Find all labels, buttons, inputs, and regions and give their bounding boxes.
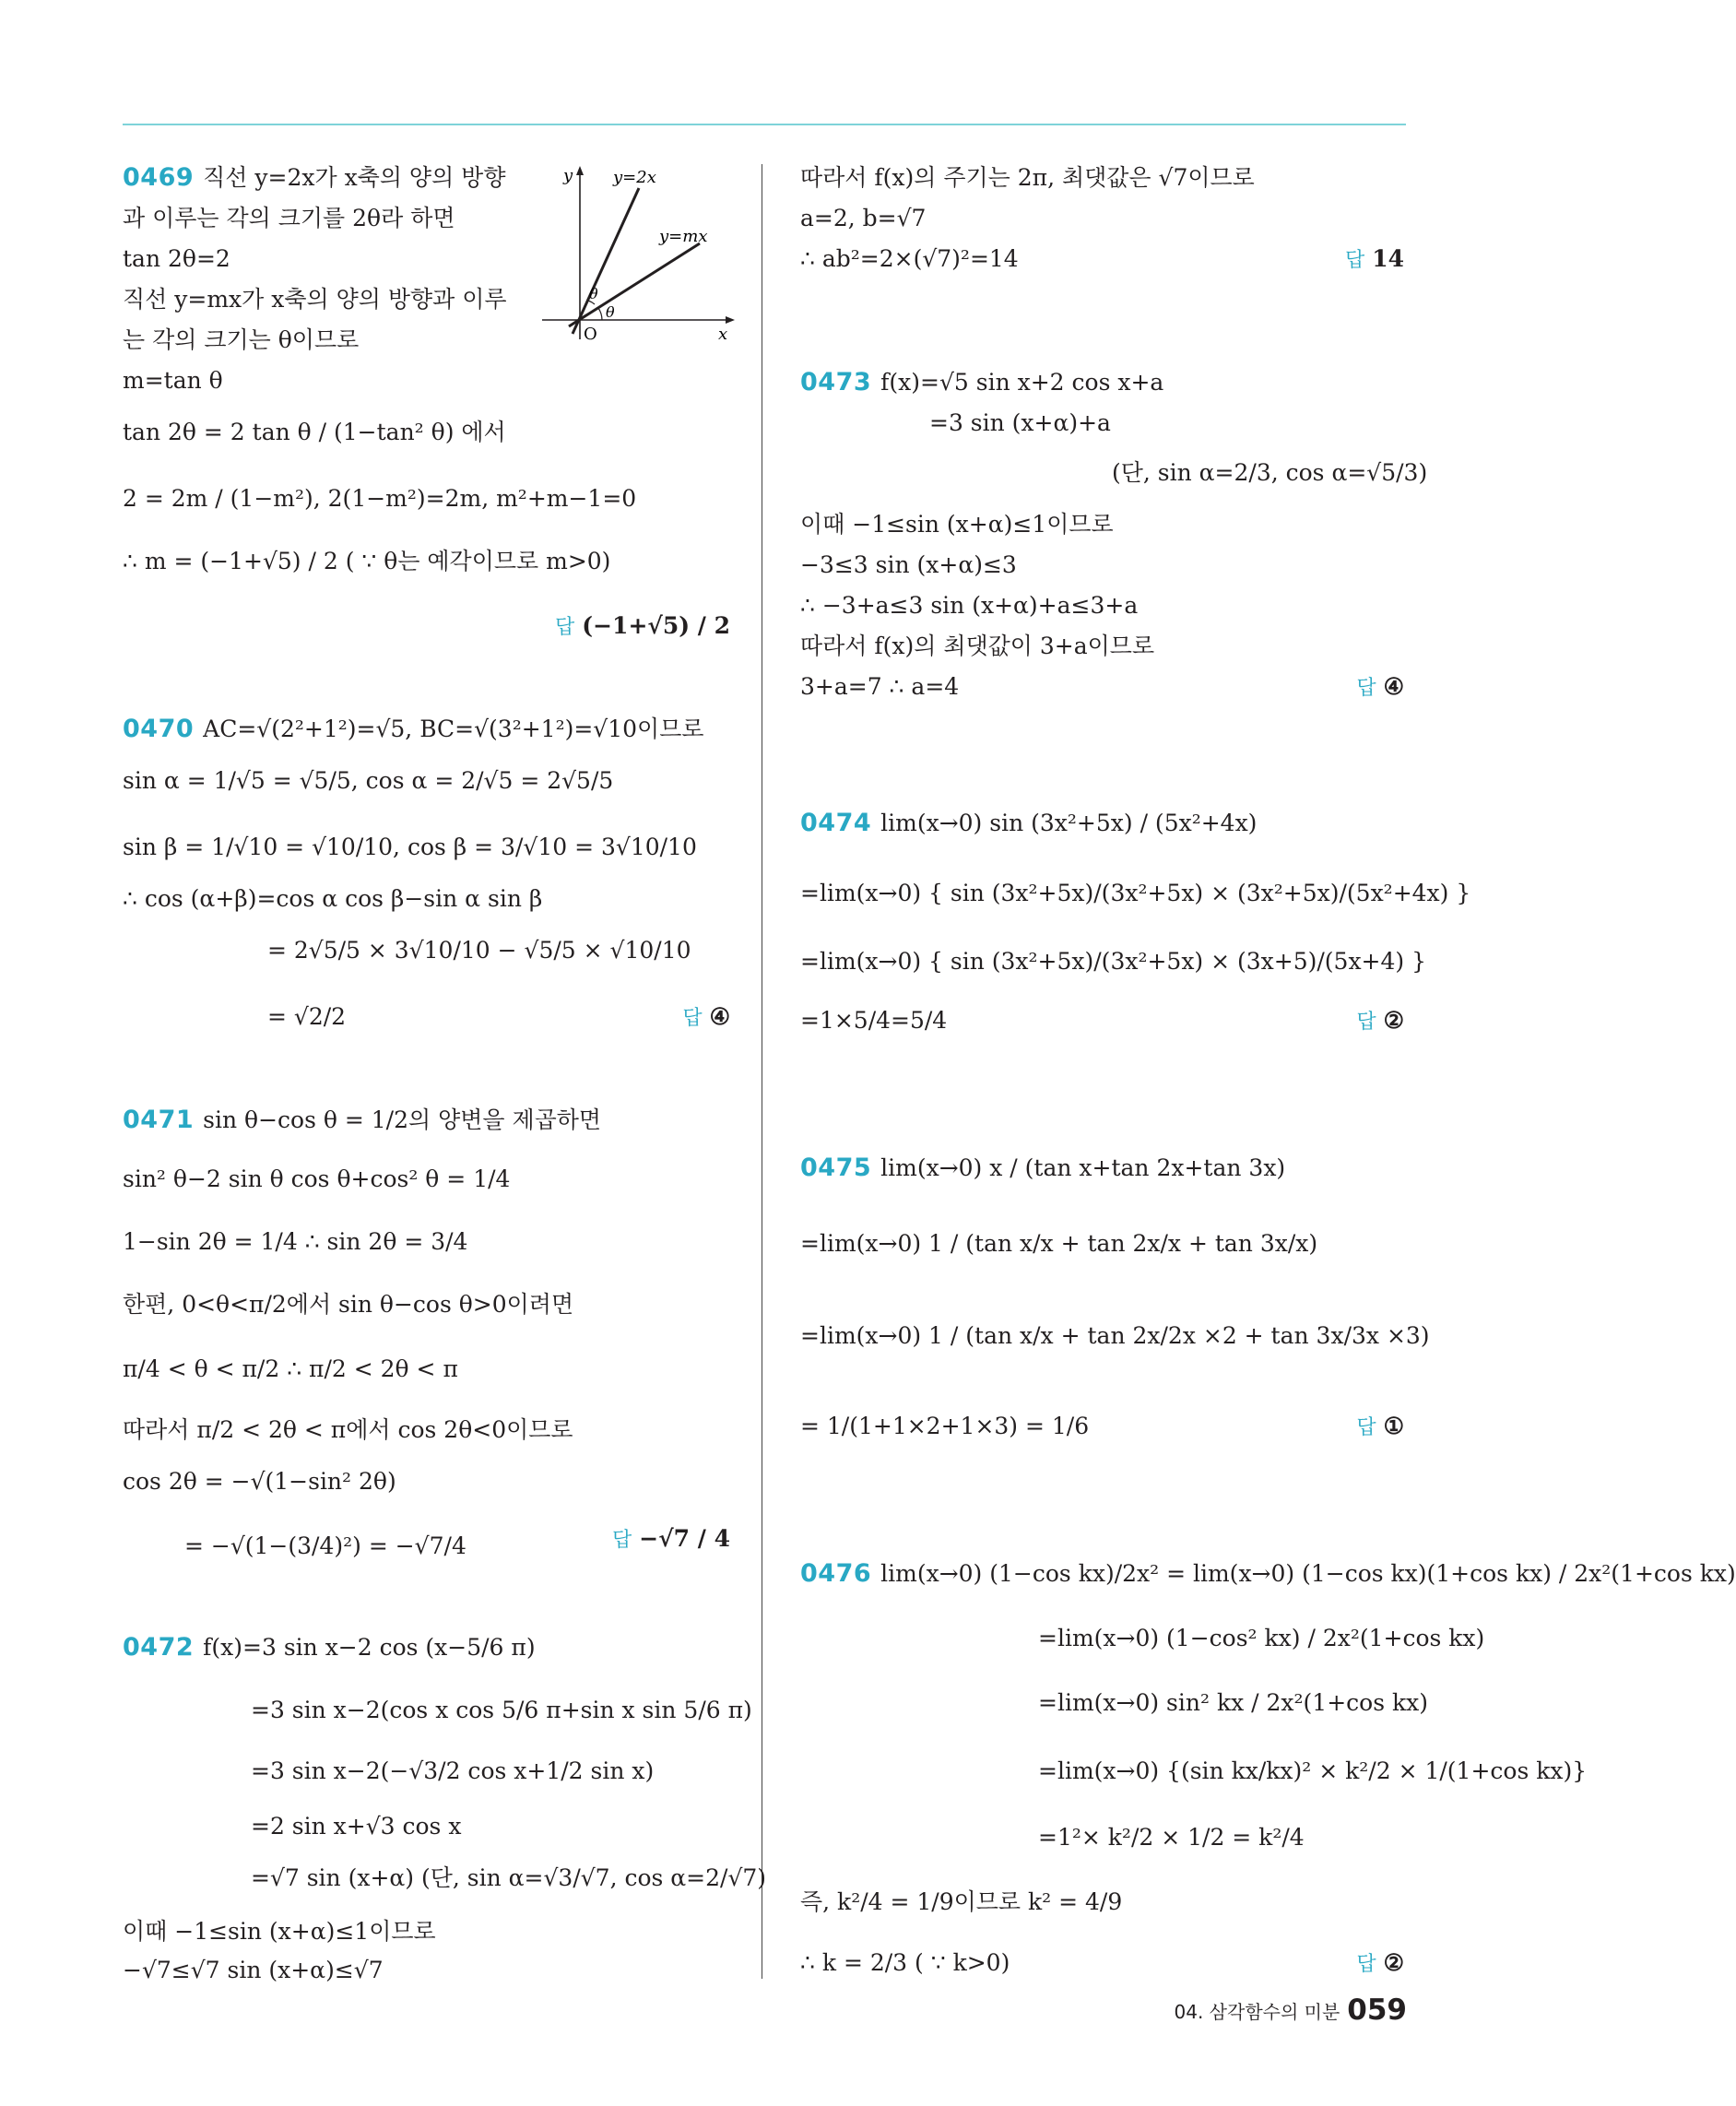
problem-0471-line-4: 한편, 0<θ<π/2에서 sin θ−cos θ>0이려면 [123, 1291, 574, 1318]
problem-0469-line-6: m=tan θ [123, 367, 223, 394]
problem-0472-line-4: =2 sin x+√3 cos x [251, 1813, 462, 1840]
answer-label: 답 [1356, 677, 1376, 700]
answer-0471 [612, 1523, 730, 1556]
problem-0471-line-3: 1−sin 2θ = 1/4 ∴ sin 2θ = 3/4 [123, 1228, 468, 1255]
line1-label: y=2x [613, 168, 656, 187]
problem-0476-line-2: =lim(x→0) (1−cos² kx) / 2x²(1+cos kx) [1038, 1625, 1485, 1651]
y-axis-label: y [563, 166, 573, 185]
problem-0471-line-5: π/4 < θ < π/2 ∴ π/2 < 2θ < π [123, 1355, 458, 1382]
problem-number: 0476 [800, 1559, 872, 1588]
problem-0470-line-3: sin β = 1/√10 = √10/10, cos β = 3/√10 = 3√10/10 [123, 834, 697, 860]
problem-0474-line-2: =lim(x→0) { sin (3x²+5x)/(3x²+5x) × (3x²+5x)/(5x²+4x) } [800, 880, 1471, 906]
problem-0469-line-5: 는 각의 크기는 θ이므로 [123, 326, 360, 353]
angle-arc-1 [598, 308, 602, 320]
angle-label-2: θ [589, 285, 598, 302]
x-axis-arrow [726, 316, 735, 324]
answer-label: 답 [1356, 1011, 1376, 1034]
problem-0469-line-3: tan 2θ=2 [123, 245, 230, 272]
problem-0469-line-4: 직선 y=mx가 x축의 양의 방향과 이루 [123, 286, 507, 313]
problem-0474-line-4: =1×5/4=5/4 [800, 1007, 948, 1034]
problem-0476-line-5: =1²× k²/2 × 1/2 = k²/4 [1038, 1824, 1305, 1851]
problem-0470-line-1: 0470 AC=√(2²+1²)=√5, BC=√(3²+1²)=√10이므로 [123, 715, 704, 743]
answer-0469 [555, 610, 730, 644]
problem-number: 0469 [123, 163, 195, 192]
problem-0469-line-8: 2 = 2m / (1−m²), 2(1−m²)=2m, m²+m−1=0 [123, 485, 637, 512]
problem-0473-line-7: 따라서 f(x)의 최댓값이 3+a이므로 [800, 633, 1155, 659]
answer-label: 답 [682, 1007, 703, 1030]
graph-0469 [537, 162, 740, 347]
problem-0469-line-1: 0469 직선 y=2x가 x축의 양의 방향 [123, 163, 506, 192]
answer-label: 답 [612, 1529, 632, 1552]
answer-value: ① [1383, 1413, 1404, 1439]
problem-0472-line-6: 이때 −1≤sin (x+α)≤1이므로 [123, 1918, 436, 1945]
problem-0472-cont-line-2: a=2, b=√7 [800, 205, 927, 231]
problem-0470-line-6: = √2/2 [267, 1003, 347, 1030]
answer-label: 답 [1344, 249, 1365, 272]
x-axis-label: x [718, 325, 728, 344]
problem-0471-line-7: cos 2θ = −√(1−sin² 2θ) [123, 1468, 396, 1495]
problem-0476-line-6: 즉, k²/4 = 1/9이므로 k² = 4/9 [800, 1888, 1123, 1915]
problem-0473-line-8: 3+a=7 ∴ a=4 [800, 673, 960, 700]
problem-0475-line-4: = 1/(1+1×2+1×3) = 1/6 [800, 1413, 1090, 1439]
problem-0472-line-5: =√7 sin (x+α) (단, sin α=√3/√7, cos α=2/√7) [251, 1864, 767, 1891]
problem-number: 0473 [800, 368, 872, 396]
problem-0471-line-2: sin² θ−2 sin θ cos θ+cos² θ = 1/4 [123, 1165, 511, 1192]
problem-0471-line-8: = −√(1−(3/4)²) = −√7/4 [184, 1532, 466, 1559]
problem-0473-line-1: 0473 f(x)=√5 sin x+2 cos x+a [800, 368, 1164, 396]
origin-label: O [584, 325, 597, 344]
problem-number: 0474 [800, 809, 872, 837]
problem-number: 0472 [123, 1633, 195, 1662]
problem-0473-line-3: (단, sin α=2/3, cos α=√5/3) [1112, 459, 1428, 486]
problem-0476-line-4: =lim(x→0) {(sin kx/kx)² × k²/2 × 1/(1+cos kx)} [1038, 1757, 1588, 1784]
problem-0472-line-2: =3 sin x−2(cos x cos 5/6 π+sin x sin 5/6 π) [251, 1697, 752, 1723]
problem-0472-cont-line-3: ∴ ab²=2×(√7)²=14 [800, 245, 1019, 272]
answer-value: ② [1383, 1949, 1404, 1976]
header-rule [123, 124, 1406, 125]
problem-0476-line-1: 0476 lim(x→0) (1−cos kx)/2x² = lim(x→0) (1−cos kx)(1+cos kx) / 2x²(1+cos kx) [800, 1559, 1736, 1588]
problem-0470-line-2: sin α = 1/√5 = √5/5, cos α = 2/√5 = 2√5/5 [123, 767, 614, 794]
answer-value: ② [1383, 1007, 1404, 1034]
problem-0470-line-5: = 2√5/5 × 3√10/10 − √5/5 × √10/10 [267, 937, 691, 964]
problem-number: 0470 [123, 715, 195, 743]
angle-label-1: θ [606, 303, 615, 321]
answer-value: (−1+√5) / 2 [582, 612, 730, 639]
answer-value: ④ [1383, 673, 1404, 700]
problem-0474-line-3: =lim(x→0) { sin (3x²+5x)/(3x²+5x) × (3x+5)/(5x+4) } [800, 948, 1427, 975]
problem-0476-line-3: =lim(x→0) sin² kx / 2x²(1+cos kx) [1038, 1689, 1428, 1716]
problem-0469-line-2: 과 이루는 각의 크기를 2θ라 하면 [123, 205, 455, 231]
problem-0475-line-3: =lim(x→0) 1 / (tan x/x + tan 2x/2x ×2 + tan 3x/3x ×3) [800, 1322, 1430, 1349]
answer-label: 답 [555, 616, 575, 639]
answer-value: ④ [709, 1003, 730, 1030]
answer-0472 [1345, 243, 1404, 277]
problem-0473-line-5: −3≤3 sin (x+α)≤3 [800, 551, 1017, 578]
problem-0474-line-1: 0474 lim(x→0) sin (3x²+5x) / (5x²+4x) [800, 809, 1258, 837]
answer-label: 답 [1356, 1953, 1376, 1976]
problem-0471-line-1: 0471 sin θ−cos θ = 1/2의 양변을 제곱하면 [123, 1106, 602, 1134]
problem-0476-line-7: ∴ k = 2/3 ( ∵ k>0) [800, 1949, 1010, 1976]
problem-0473-line-6: ∴ −3+a≤3 sin (x+α)+a≤3+a [800, 592, 1139, 619]
problem-0470-line-4: ∴ cos (α+β)=cos α cos β−sin α sin β [123, 885, 543, 912]
page-number: 059 [1347, 1994, 1407, 2027]
problem-number: 0475 [800, 1154, 872, 1182]
y-axis-arrow [576, 166, 584, 175]
answer-0476 [1356, 1947, 1404, 1981]
answer-value: −√7 / 4 [639, 1525, 730, 1552]
problem-0473-line-2: =3 sin (x+α)+a [929, 409, 1111, 436]
page-footer [1175, 1994, 1407, 2027]
chapter-title: 04. 삼각함수의 미분 [1174, 2000, 1340, 2023]
problem-0473-line-4: 이때 −1≤sin (x+α)≤1이므로 [800, 511, 1114, 538]
answer-value: 14 [1372, 245, 1404, 272]
answer-0473 [1356, 671, 1404, 704]
answer-0470 [682, 1001, 730, 1035]
problem-0472-line-3: =3 sin x−2(−√3/2 cos x+1/2 sin x) [251, 1757, 655, 1784]
problem-0469-line-7: tan 2θ = 2 tan θ / (1−tan² θ) 에서 [123, 419, 506, 445]
problem-0471-line-6: 따라서 π/2 < 2θ < π에서 cos 2θ<0이므로 [123, 1416, 573, 1443]
problem-0472-cont-line-1: 따라서 f(x)의 주기는 2π, 최댓값은 √7이므로 [800, 164, 1255, 191]
problem-0472-line-7: −√7≤√7 sin (x+α)≤√7 [123, 1957, 384, 1983]
problem-0475-line-2: =lim(x→0) 1 / (tan x/x + tan 2x/x + tan 3x/x) [800, 1230, 1318, 1257]
answer-0474 [1356, 1005, 1404, 1038]
answer-0475 [1356, 1411, 1404, 1444]
problem-0475-line-1: 0475 lim(x→0) x / (tan x+tan 2x+tan 3x) [800, 1154, 1286, 1182]
problem-0469-line-9: ∴ m = (−1+√5) / 2 ( ∵ θ는 예각이므로 m>0) [123, 548, 611, 574]
problem-0472-line-1: 0472 f(x)=3 sin x−2 cos (x−5/6 π) [123, 1633, 536, 1662]
line2-label: y=mx [659, 227, 708, 246]
answer-label: 답 [1356, 1416, 1376, 1439]
problem-number: 0471 [123, 1106, 195, 1134]
